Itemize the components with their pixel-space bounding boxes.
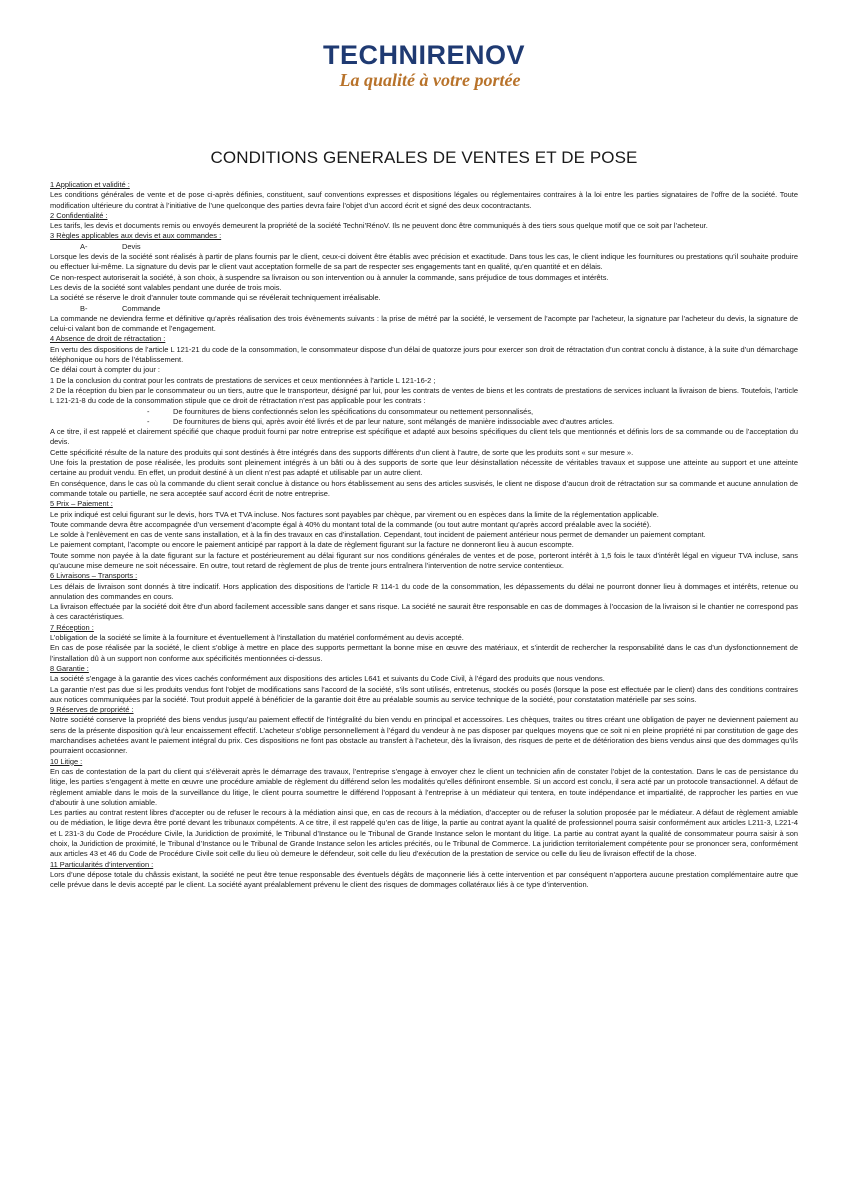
section-heading-litige: 10 Litige : [50,756,83,766]
section-heading-prix: 5 Prix – Paiement : [50,499,113,509]
paragraph: Les tarifs, les devis et documents remis ou envoyés demeurent la propriété de la société Techni’RénoV. Ils ne peuvent donc être communiqués à des tiers sous quelque motif que ce soit par l’acheteur. [50,221,708,231]
paragraph: A ce titre, il est rappelé et clairement spécifié que chaque produit fourni par notre entreprise est spécifique et adapté aux besoins spécifiques du client tels que mentionnés et définis lors de sa commande ou de l’acceptation du devis. [50,427,798,447]
bullet-mark: - [147,406,150,416]
paragraph: Les conditions générales de vente et de pose ci-après définies, constituent, sauf conventions expresses et dispositions légales ou réglementaires contraires à la loi entre les parties signataires de l’offre de la société. Toute modification ultérieure du contrat à l’initiative de l’une quelconque des parties devra faire l’objet d’un accord écrit et signé des deux cocontractants. [50,190,798,210]
subheading-letter: A- [80,241,88,251]
logo-name: TECHNIRENOV [322,40,525,70]
subheading-commande [50,304,798,314]
paragraph: La société se réserve le droit d’annuler toute commande qui se révélerait techniquement irréalisable. [50,293,381,303]
section-heading-particularites: 11 Particularités d’intervention : [50,859,154,869]
section-heading-livraisons: 6 Livraisons – Transports : [50,571,138,581]
paragraph: Toute somme non payée à la date figurant sur la facture et postérieurement au délai figurant sur nos conditions générales de ventes et de pose, porteront intérêt à 1,5 fois le taux d’intérêt légal en vigueur TVA incluse, sans qu’aucune mise demeure ne soit nécessaire. En outre, tout retard de règlement de plus de trente jours entraînera l’intervention de notre service contentieux. [50,550,798,570]
document-title: CONDITIONS GENERALES DE VENTES ET DE POSE [210,148,638,167]
section-heading-reception: 7 Réception : [50,622,94,632]
paragraph: 1 De la conclusion du contrat pour les contrats de prestations de services et ceux mentionnées à l’article L 121-16-2 ; [50,375,436,385]
paragraph: La livraison effectuée par la société doit être d’un abord facilement accessible sans danger et sans risque. La société ne saurait être responsable en cas de dommages à l’occasion de la livraison si le chantier ne correspond pas à ces caractéristiques. [50,602,798,622]
list-item-text: De fournitures de biens qui, après avoir été livrés et de par leur nature, sont mélangés de manière indissociable avec d’autres articles. [173,416,615,426]
section-heading-garantie: 8 Garantie : [50,663,89,673]
paragraph: Ce délai court à compter du jour : [50,365,160,375]
subheading-label: Devis [122,241,141,251]
paragraph: Le prix indiqué est celui figurant sur le devis, hors TVA et TVA incluse. Nos factures sont payables par chèque, par virement ou en espèces dans la limite de la réglementation applicable. [50,509,659,519]
paragraph: Lors d’une dépose totale du châssis existant, la société ne peut être tenue responsable des éventuels dégâts de maçonnerie liés à cette intervention et par conséquent n’apportera aucune prestation complémentaire autre que celle prévue dans le devis accepté par le client. La société ayant préalablement prévenu le client des risques de dommages collatéraux liés à ce type d’intervention. [50,869,798,890]
list-item [50,417,798,427]
paragraph: Le solde à l’enlèvement en cas de vente sans installation, et à la fin des travaux en cas d’installation. Cependant, tout incident de paiement antérieur nous permet de demander un paiement comptant. [50,530,706,540]
paragraph: En cas de contestation de la part du client qui s’élèverait après le démarrage des travaux, l’entreprise s’engage à envoyer chez le client un technicien afin de constater l’objet de la contestation. Dans le cas de persistance du litige, les parties s’engagent à mette en œuvre une procédure amiable de règlement du différend selon les modalités qu’elles définiront ensemble. Si un accord est conclu, il sera acté par un protocole transactionnel. A défaut de règlement amiable dans le mois de la surveillance du litige, le client pourra soumettre le différend l’opposant à l’entreprise à un médiateur qui tentera, en toute indépendance et impartialité, de rapprocher les parties en vue d’aboutir à une solution amiable. [50,766,798,807]
paragraph: En cas de pose réalisée par la société, le client s’oblige à mettre en place des supports permettant la bonne mise en œuvre des matériaux, et s’interdit de rechercher la responsabilité dans le cas d’un dysfonctionnement de l’installation dû à un support non conforme aux spécificités mentionnées ci-dessus. [50,643,798,663]
section-heading-regles: 3 Règles applicables aux devis et aux commandes : [50,231,222,241]
paragraph: Les parties au contrat restent libres d’accepter ou de refuser le recours à la médiation ainsi que, en cas de recours à la médiation, d’accepter ou de refuser la solution proposée par le médiateur. A défaut de règlement amiable ou de médiation, le litige devra être porté devant les tribunaux compétents. A ce titre, il est rappelé qu’en cas de litige, la partie au contrat ayant la qualité de professionnel pourra saisir conformément aux articles L211-3, L221-4 et L 231-3 du Code de Procédure Civile, la Juridiction de proximité, le Tribunal d’Instance ou le Tribunal de Grande Instance selon le montant du litige. La partie au contrat ayant la qualité de consommateur pourra saisir à son choix, la Juridiction de proximité, le Tribunal d’Instance ou le Tribunal de Grande Instance selon les articles précités, ou le Tribunal de Commerce. La juridiction territorialement compétente pour se prononcer sera, conformément aux articles 43 et 46 du Code de Procédure Civile soit celle du lieu où demeure le défendeur, soit celle du lieu d’exécution de la prestation de service ou celle du lieu de livraison effectif de la chose. [50,808,798,859]
subheading-devis [50,242,798,252]
section-heading-confidentialite: 2 Confidentialité : [50,210,108,220]
section-heading-reserves: 9 Réserves de propriété : [50,705,134,715]
paragraph: En vertu des dispositions de l’article L 121-21 du code de la consommation, le consommateur dispose d’un délai de quatorze jours pour exercer son droit de rétractation d’un contrat conclu à distance, à la suite d’un démarchage téléphonique ou hors de l’établissement. [50,344,798,365]
subheading-label: Commande [122,303,161,313]
section-heading-application: 1 Application et validité : [50,180,130,189]
paragraph: L’obligation de la société se limite à la fourniture et éventuellement à l’installation du matériel conformément au devis accepté. [50,633,464,643]
list-item-text: De fournitures de biens confectionnés selon les spécifications du consommateur ou nettement personnalisés, [173,406,534,416]
list-item [50,407,798,417]
bullet-mark: - [147,416,150,426]
document-body [50,180,798,890]
paragraph: En conséquence, dans le cas où la commande du client serait conclue à distance ou hors établissement au sens des articles susvisés, le client ne dispose d’aucun droit de rétractation sur sa commande et aucune annulation de commande totale ou partielle, ne sera acceptée sauf accord écrit de notre entreprise. [50,478,798,498]
paragraph: Une fois la prestation de pose réalisée, les produits sont pleinement intégrés à un bâti ou à des supports de sorte que leur désinstallation nécessite de véritables travaux et suppose une atteinte au support et une atteinte certaine au produit vendu. En effet, un produit destiné à un client n’est pas adapté et utilisable par un autre client. [50,458,798,478]
section-heading-retractation: 4 Absence de droit de rétractation : [50,334,166,344]
paragraph: La garantie n’est pas due si les produits vendus font l’objet de modifications sans l’accord de la société, s’ils sont utilisés, entretenus, stockés ou posés (lorsque la pose est effectuée par le client) dans des conditions contraires aux notices communiquées par la société. Tout produit appelé à bénéficier de la garantie doit être au préalable soumis au service technique de la société, pour constatation matérielle par ses soins. [50,684,798,704]
paragraph: Toute commande devra être accompagnée d’un versement d’acompte égal à 40% du montant total de la commande (ou tout autre montant qu’après accord préalable avec la société). [50,519,652,529]
paragraph: 2 De la réception du bien par le consommateur ou un tiers, autre que le transporteur, désigné par lui, pour les contrats de ventes de biens et les contrats de prestations de services incluant la livraison de biens. Toutefois, l’article L 121-21-8 du code de la consommation stipule que ce droit de rétractation n’est pas applicable pour les contrats : [50,385,798,406]
paragraph: Notre société conserve la propriété des biens vendus jusqu’au paiement effectif de l’intégralité du bien vendu en principal et accessoires. Les chèques, traites ou titres créant une obligation de payer ne deviennent paiement au sens de la présente disposition qu’à leur encaissement effectif. L’acheteur s’oblige personnellement à l’égard du vendeur à ne pas disposer par quelques moyens que ce soit ni en pleine propriété ni par constitution de gage des marchandises achetées avant le paiement intégral du prix. Ces dispositions ne font pas obstacle au transfert à l’acheteur, dès la livraison, des risques de perte et de détérioration des biens vendus ainsi que des dommages qu’ils pourraient occasionner. [50,715,798,756]
company-logo [0,40,848,90]
paragraph: Cette spécificité résulte de la nature des produits qui sont destinés à être intégrés dans des supports différents d’un client à l’autre, de sorte que les produits sont « sur mesure ». [50,447,634,457]
paragraph: Le paiement comptant, l’acompte ou encore le paiement anticipé par rapport à la date de règlement figurant sur la facture ne donneront lieu à aucun escompte. [50,540,574,550]
paragraph: Les délais de livraison sont donnés à titre indicatif. Hors application des dispositions de l’article R 114-1 du code de la consommation, les dépassements du délai ne pourront donner lieu à dommages et intérêts, retenue ou annulation des commandes en cours. [50,581,798,601]
logo-tagline: La qualité à votre portée [339,70,521,90]
paragraph: Les devis de la société sont valables pendant une durée de trois mois. [50,282,282,292]
subheading-letter: B- [80,303,88,313]
paragraph: La société s’engage à la garantie des vices cachés conformément aux dispositions des articles L641 et suivants du Code Civil, à l’égard des produits que nous vendons. [50,674,605,684]
paragraph: Lorsque les devis de la société sont réalisés à partir de plans fournis par le client, ceux-ci doivent être établis avec précision et exactitude. Dans tous les cas, le client indique les fournitures ou prestations qu’il souhaite produire ou effectuer lui-même. La signature du devis par le client vaut acceptation formelle de sa part de respecter ses engagements tant en qualité, qu’en quantité et en délais. [50,252,798,272]
paragraph: La commande ne deviendra ferme et définitive qu’après réalisation des trois évènements suivants : la prise de métré par la société, le versement de l’acompte par l’acheteur, la signature par l’acheteur du devis, la signature de celui-ci valant bon de commande et l’engagement. [50,313,798,334]
paragraph: Ce non-respect autoriserait la société, à son choix, à suspendre sa livraison ou son intervention ou à annuler la commande, sans préjudice de tous dommages et intérêts. [50,272,609,282]
